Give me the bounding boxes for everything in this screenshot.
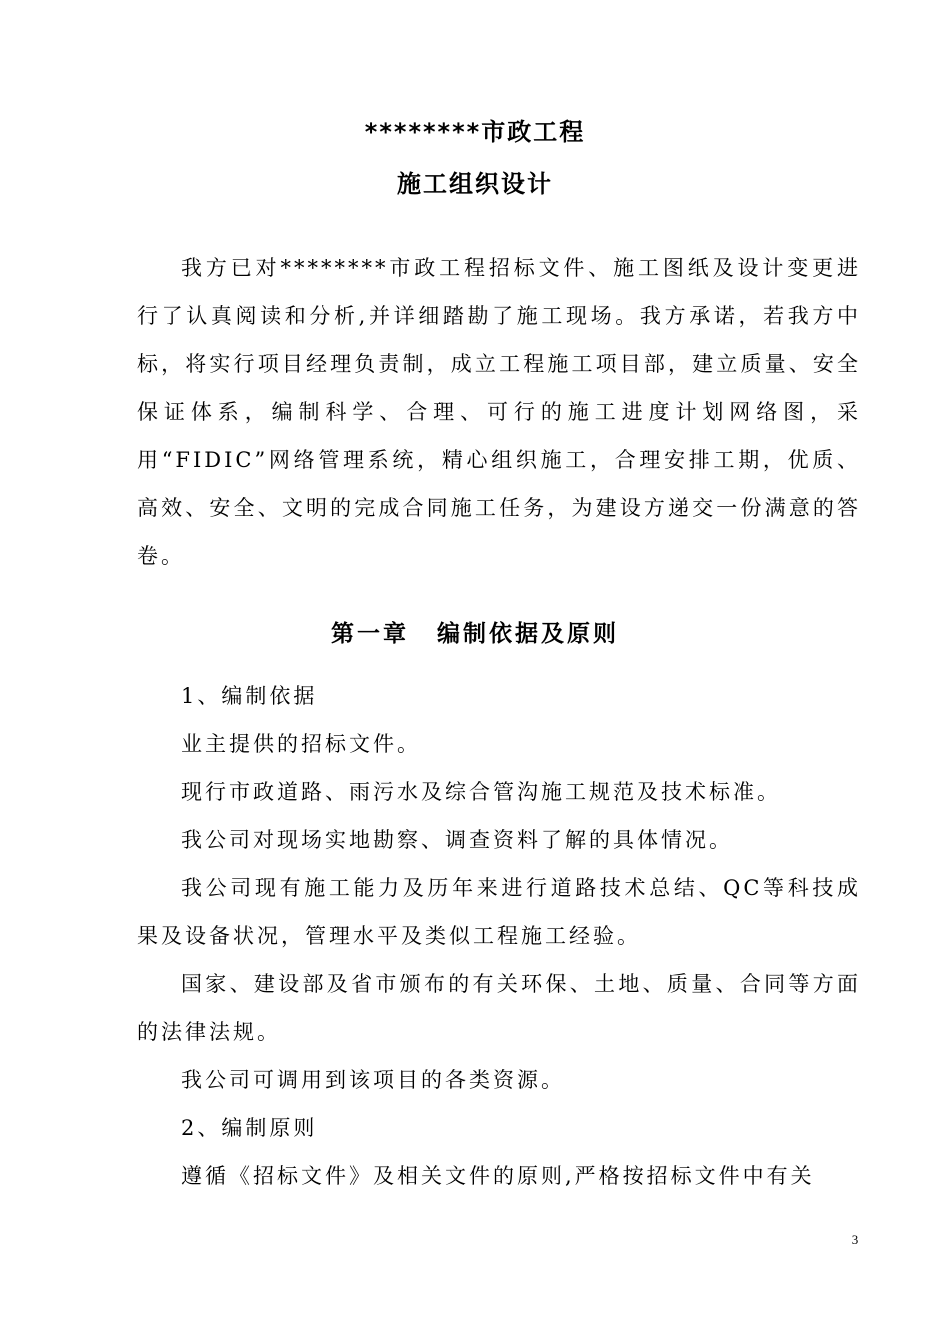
list-item: 业主提供的招标文件。 xyxy=(181,732,421,756)
list-item: 现行市政道路、雨污水及综合管沟施工规范及技术标准。 xyxy=(181,780,781,804)
list-item: 国家、建设部及省市颁布的有关环保、土地、质量、合同等方面的法律法规。 xyxy=(137,972,861,1044)
list-item: 我公司对现场实地勘察、调查资料了解的具体情况。 xyxy=(181,828,733,852)
list-item: 我公司可调用到该项目的各类资源。 xyxy=(181,1068,565,1092)
chapter-number: 第一章 xyxy=(331,621,409,647)
section-heading-basis: 1、编制依据 xyxy=(181,684,318,708)
document-title-line2: 施工组织设计 xyxy=(397,170,553,198)
intro-paragraph: 我方已对********市政工程招标文件、施工图纸及设计变更进行了认真阅读和分析,并详细踏勘了施工现场。我方承诺，若我方中标，将实行项目经理负责制，成立工程施工项目部，建立质量、安全保证体系，编制科学、合理、可行的施工进度计划网络图，采用“FIDIC”网络管理系统，精心组织施工，合理安排工期，优质、高效、安全、文明的完成合同施工任务，为建设方递交一份满意的答卷。 xyxy=(137,256,861,568)
intro-block xyxy=(137,244,861,580)
chapter-name: 编制依据及原则 xyxy=(437,621,619,647)
chapter-body xyxy=(137,672,861,1200)
list-item: 我公司现有施工能力及历年来进行道路技术总结、QC等科技成果及设备状况，管理水平及类似工程施工经验。 xyxy=(137,876,861,948)
chapter-heading xyxy=(0,618,950,650)
list-item: 遵循《招标文件》及相关文件的原则,严格按招标文件中有关 xyxy=(181,1164,815,1188)
document-title-line1: ********市政工程 xyxy=(364,118,586,146)
section-heading-principles: 2、编制原则 xyxy=(181,1116,318,1140)
page-number: 3 xyxy=(851,1232,859,1247)
